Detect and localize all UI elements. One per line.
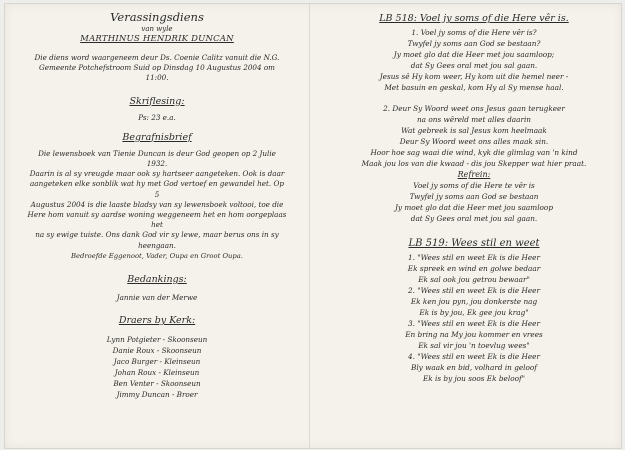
verse-line: Wat gebreek is sal Jesus kom heelmaak xyxy=(401,126,547,135)
left-panel xyxy=(27,4,287,400)
bedankings-heading: Bedankings: xyxy=(127,274,187,286)
list-item: Ben Venter - Skoonseun xyxy=(113,379,201,389)
letter-line: heengaan. xyxy=(138,240,176,250)
verse-line: 4. "Wees stil en weet Ek is die Heer xyxy=(408,352,540,361)
verse-line: Ek spreek en wind en golwe bedaar xyxy=(407,264,541,273)
refrein-heading: Refrein: xyxy=(457,170,491,179)
draers-heading: Draers by Kerk: xyxy=(118,315,196,327)
skriflesing-text: Ps: 23 e.a. xyxy=(138,112,176,122)
verse-line: Ek is by jou, Ek gee jou krag" xyxy=(419,308,529,317)
verse-line: Voel jy soms of die Here te vêr is xyxy=(413,181,535,190)
list-item: Jimmy Duncan - Broer xyxy=(116,390,198,400)
verse-line: dat Sy Gees oral met jou sal gaan. xyxy=(410,61,538,70)
service-title: Verassingsdiens xyxy=(110,10,204,24)
verse-line: 1. "Wees stil en weet Ek is die Heer xyxy=(408,253,540,262)
deceased-name: MARTHINUS HENDRIK DUNCAN xyxy=(80,34,234,44)
verse-line: 1. Voel jy soms of die Here vêr is? xyxy=(411,28,537,37)
right-panel xyxy=(339,4,609,384)
verse-line: Met basuin en geskal, kom Hy al Sy mense haal. xyxy=(384,83,564,92)
verse-line: Ek sal ook jou getrou bewaar" xyxy=(418,275,530,284)
refrein-block xyxy=(339,180,609,224)
list-item: Jaco Burger - Kleinseun xyxy=(113,357,201,367)
letter-signature: Bedroefde Eggenoot, Vader, Oupa en Groot Oupa. xyxy=(71,251,243,260)
intro-line: Gemeente Potchefstroom Suid op Dinsdag 10 Augustus 2004 om 11:00. xyxy=(39,63,275,83)
verse-line: 3. "Wees stil en weet Ek is die Heer xyxy=(408,319,540,328)
lb518-verse-1 xyxy=(339,27,609,93)
verse-line: Ek ken jou pyn, jou donkerste nag xyxy=(410,297,538,306)
letter-line: Daarin is al sy vreugde maar ook sy hartseer aangeteken. Ook is daar xyxy=(29,169,285,179)
verse-line: na ons wêreld met alles daarin xyxy=(416,115,531,124)
letter-line: Here hom vanuit sy aardse woning weggeneem het en hom oorgeplaas het xyxy=(27,210,287,230)
verse-line: Ek is by jou soos Ek beloof" xyxy=(422,374,526,383)
bedankings-name: Jannie van der Merwe xyxy=(116,293,198,303)
lb519-verses xyxy=(339,252,609,384)
verse-line: 2. "Wees stil en weet Ek is die Heer xyxy=(408,286,540,295)
letter-line: na sy ewige tuiste. Ons dank God vir sy lewe, maar berus ons in sy xyxy=(35,230,279,240)
letter-line: aangeteken elke sonblik wat hy met God vertoef en gewandel het. Op 5 xyxy=(30,179,284,199)
lb519-heading: LB 519: Wees stil en weet xyxy=(408,238,540,249)
verse-line: Jy moet glo dat die Heer met jou saamloop; xyxy=(393,50,555,59)
begrafnisbrief-heading: Begrafnisbrief xyxy=(122,131,192,143)
list-item: Johan Roux - Kleinseun xyxy=(114,368,200,378)
lb518-heading: LB 518: Voel jy soms of die Here vêr is. xyxy=(379,13,569,24)
verse-line: Deur Sy Woord weet ons alles maak sin. xyxy=(399,137,549,146)
letter-line: Die lewensboek van Tienie Duncan is deur God geopen op 2 Julie 1932. xyxy=(38,148,276,169)
verse-line: Bly waak en bid, volhard in geloof xyxy=(410,363,538,372)
list-item: Danie Roux - Skoonseun xyxy=(112,346,202,356)
list-item: Lynn Potgieter - Skoonseun xyxy=(106,335,208,345)
verse-line: Jy moet glo dat die Heer met jou saamloop xyxy=(394,203,553,212)
intro-line: Die diens word waargeneem deur Ds. Coenie Calitz vanuit die N.G. xyxy=(34,53,280,62)
verse-line: Twyfel jy soms aan God se bestaan xyxy=(409,192,539,201)
verse-line: dat Sy Gees oral met jou sal gaan. xyxy=(410,214,538,223)
verse-line: Twyfel jy soms aan God se bestaan? xyxy=(407,39,541,48)
verse-line: En bring na My jou kommer en vrees xyxy=(405,330,543,339)
verse-line: Jesus sê Hy kom weer, Hy kom uit die hemel neer - xyxy=(379,72,569,81)
memorial-leaflet xyxy=(4,3,622,449)
service-subtitle: van wyle xyxy=(141,25,173,33)
fold-line xyxy=(309,4,310,448)
verse-line: Hoor hoe sag waai die wind, kyk die glimlag van 'n kind xyxy=(370,148,578,157)
verse-line: Maak jou los van die kwaad - dis jou Skepper wat hier praat. xyxy=(361,159,587,168)
lb518-verse-2 xyxy=(339,103,609,169)
begrafnisbrief-text xyxy=(27,149,287,261)
draers-list xyxy=(27,334,287,400)
letter-line: Augustus 2004 is die laaste bladsy van sy lewensboek voltooi, toe die xyxy=(30,199,284,209)
verse-line: Ek sal vir jou 'n toevlug wees" xyxy=(418,341,530,350)
skriflesing-heading: Skriflesing: xyxy=(129,95,185,107)
verse-line: 2. Deur Sy Woord weet ons Jesus gaan terugkeer xyxy=(383,104,565,113)
intro-block xyxy=(27,53,287,84)
